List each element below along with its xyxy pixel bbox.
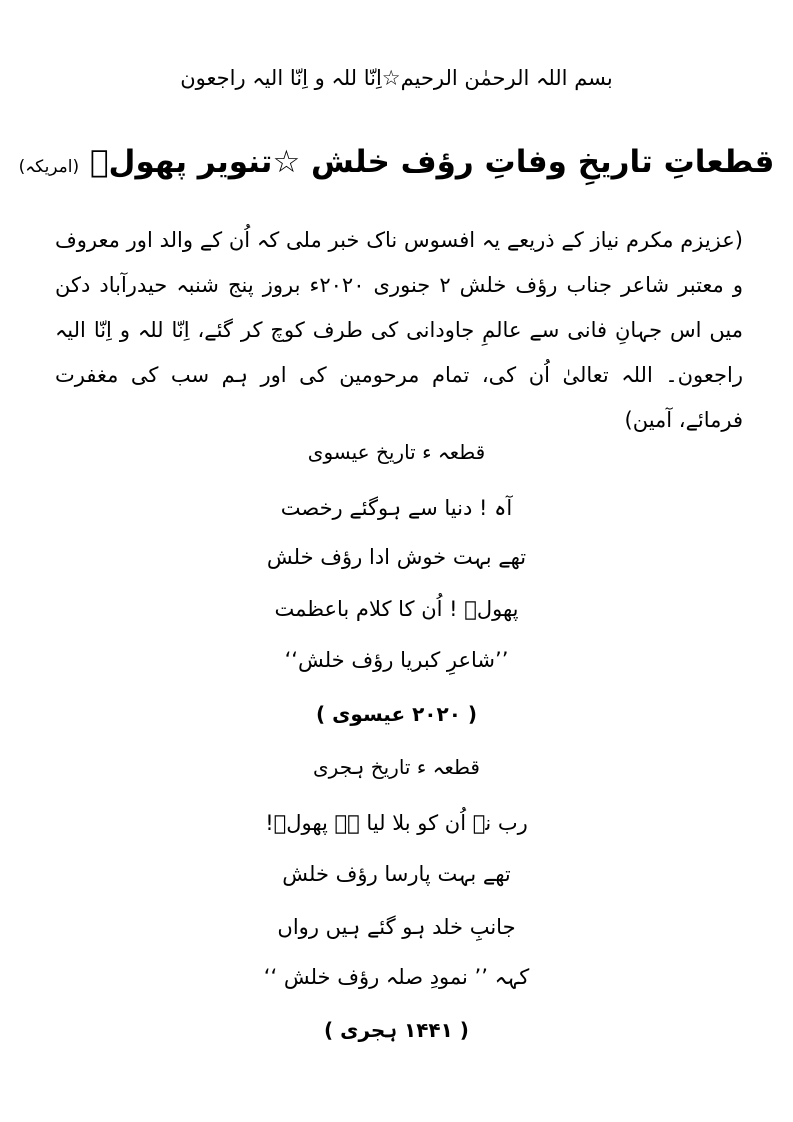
- gregorian-verse-4: ’’شاعرِ کبریا رؤف خلش‘‘: [284, 648, 509, 672]
- hijri-heading: قطعہ ء تاریخ ہجری: [313, 755, 480, 779]
- hijri-verse-1: رب نے اُن کو بلا لیا ہے پھولؔ!: [265, 811, 528, 835]
- gregorian-verse-2: تھے بہت خوش ادا رؤف خلش: [266, 545, 527, 569]
- hijri-verse-4: کہہ ’’ نمودِ صلہ رؤف خلش ‘‘: [263, 965, 530, 989]
- gregorian-verse-1: آہ ! دنیا سے ہوگئے رخصت: [280, 496, 513, 520]
- invocation-line: بسم اللہ الرحمٰن الرحیم☆اِنّا للہ و اِنّا الیہ راجعون: [180, 66, 613, 90]
- gregorian-year: ( ۲۰۲۰ عیسوی ): [315, 702, 478, 726]
- title-country: (امریکہ): [18, 157, 80, 177]
- gregorian-heading: قطعہ ء تاریخ عیسوی: [307, 440, 486, 464]
- hijri-verse-2: تھے بہت پارسا رؤف خلش: [282, 862, 511, 886]
- intro-paragraph: (عزیزم مکرم نیاز کے ذریعے یہ افسوس ناک خبر ملی کہ اُن کے والد اور معروف و معتبر شاعر جناب رؤف خلش ۲ جنوری ۲۰۲۰ء بروز پنج شنبہ حیدرآباد دکن میں اس جہانِ فانی سے عالمِ جاودانی کی طرف کوچ کر گئے، اِنّا للہ و اِنّا الیہ راجعون۔ اللہ تعالیٰ اُن کی، تمام مرحومین کی اور ہم سب کی مغفرت فرمائے، آمین): [55, 228, 743, 432]
- gregorian-verse-3: پھولؔ ! اُن کا کلام باعظمت: [274, 597, 519, 621]
- title-text: قطعاتِ تاریخِ وفاتِ رؤف خلش ☆تنویر پھولؔ: [89, 144, 775, 180]
- hijri-verse-3: جانبِ خلد ہو گئے ہیں رواں: [277, 915, 516, 939]
- page-title: [0, 138, 793, 191]
- hijri-year: ( ۱۴۴۱ ہجری ): [324, 1018, 469, 1042]
